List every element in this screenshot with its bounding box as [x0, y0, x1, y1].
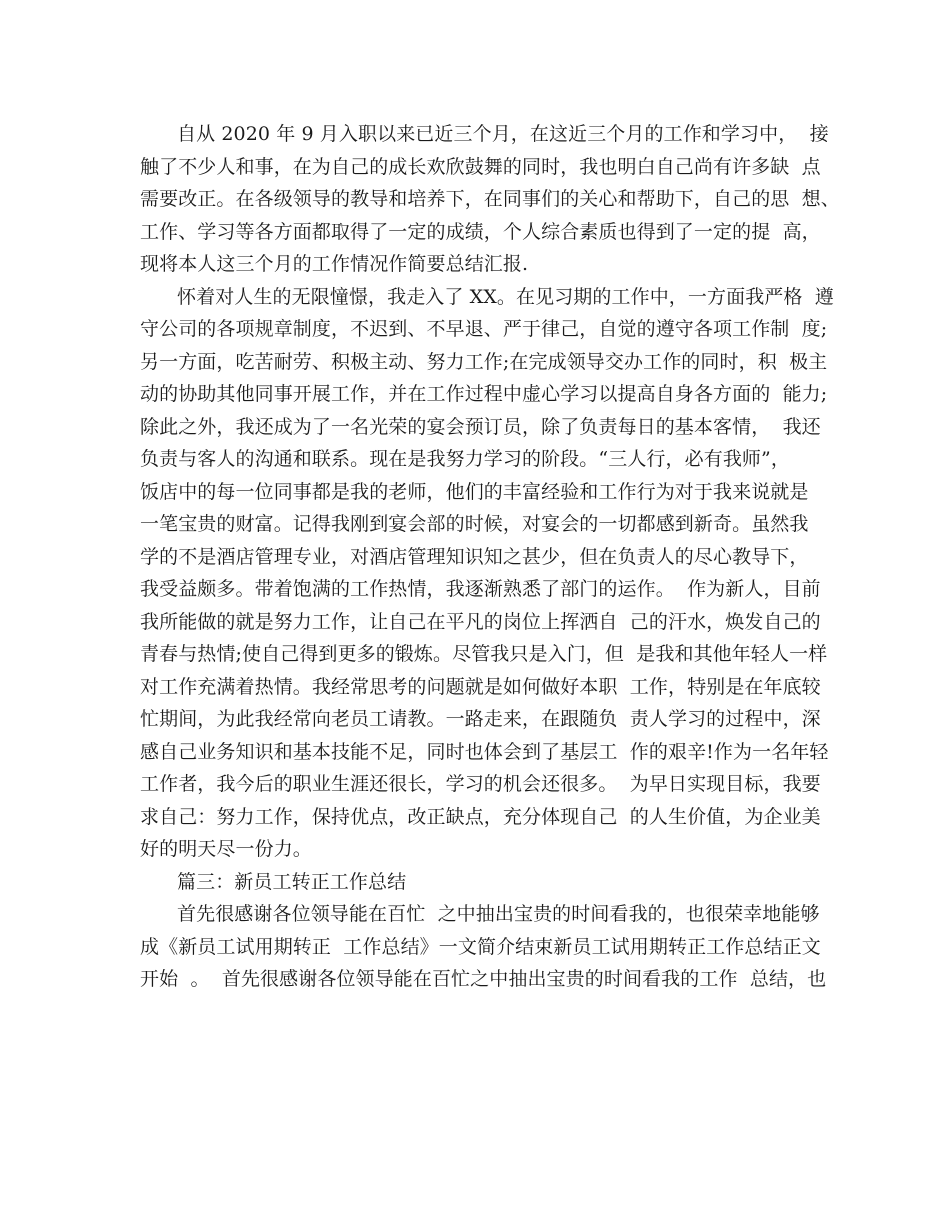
text-line: 工作者，我今后的职业生涯还很长，学习的机会还很多。 为早日实现目标，我要: [140, 773, 821, 795]
text-line: 负责与客人的沟通和联系。现在是我努力学习的阶段。“三人行，必有我师”，: [140, 448, 790, 470]
section-heading: [140, 866, 820, 899]
text-line: 怀着对人生的无限憧憬，我走入了 XX。在见习期的工作中，一方面我严格 遵: [177, 285, 834, 308]
text-line: 感自己业务知识和基本技能不足，同时也体会到了基层工 作的艰辛!作为一名年轻: [140, 740, 829, 763]
text-line: 忙期间，为此我经常向老员工请教。一路走来，在跟随负 责人学习的过程中，深: [140, 708, 821, 730]
text-line: 青春与热情;使自己得到更多的锻炼。尽管我只是入门，但 是我和其他年轻人一样: [140, 643, 828, 665]
text-line: 开始 。 首先很感谢各位领导能在百忙之中抽出宝贵的时间看我的工作 总结，也: [140, 968, 827, 990]
text-line: 工作、学习等各方面都取得了一定的成绩，个人综合素质也得到了一定的提 高，: [140, 220, 821, 243]
text-line: 另一方面，吃苦耐劳、积极主动、努力工作;在完成领导交办工作的同时，积 极主: [140, 350, 828, 373]
text-line: 首先很感谢各位领导能在百忙 之中抽出宝贵的时间看我的，也很荣幸地能够: [177, 903, 820, 925]
paragraph-intro: [140, 118, 840, 281]
text-line: 对工作充满着热情。我经常思考的问题就是如何做好本职 工作，特别是在年底较: [140, 675, 821, 698]
text-line: 除此之外，我还成为了一名光荣的宴会预订员，除了负责每日的基本客情， 我还: [140, 415, 821, 438]
paragraph-work-experience: [140, 281, 834, 866]
text-line: 学的不是酒店管理专业，对酒店管理知识知之甚少，但在负责人的尽心教导下，: [140, 545, 809, 568]
text-line: 我受益颇多。带着饱满的工作热情，我逐渐熟悉了部门的运作。 作为新人，目前: [140, 578, 821, 600]
text-line: 饭店中的每一位同事都是我的老师，他们的丰富经验和工作行为对于我来说就是: [140, 480, 809, 503]
section-title: 篇三：新员工转正工作总结: [177, 870, 407, 893]
document-body: [140, 118, 840, 996]
text-line: 求自己：努力工作，保持优点，改正缺点，充分体现自己 的人生价值，为企业美: [140, 805, 821, 828]
text-line: 守公司的各项规章制度，不迟到、不早退、严于律己，自觉的遵守各项工作制 度;: [140, 318, 828, 340]
text-line: 需要改正。在各级领导的教导和培养下，在同事们的关心和帮助下，自己的思 想、: [140, 188, 840, 210]
text-line: 自从 2020 年 9 月入职以来已近三个月，在这近三个月的工作和学习中， 接: [177, 123, 829, 145]
text-line: 我所能做的就是努力工作，让自己在平凡的岗位上挥洒自 己的汗水，焕发自己的: [140, 610, 821, 633]
text-line: 动的协助其他同事开展工作，并在工作过程中虚心学习以提高自身各方面的 能力;: [140, 383, 828, 405]
text-line: 触了不少人和事，在为自己的成长欢欣鼓舞的同时，我也明白自己尚有许多缺 点: [140, 155, 821, 178]
text-line: 好的明天尽一份力。: [140, 838, 312, 860]
text-line: 一笔宝贵的财富。记得我刚到宴会部的时候，对宴会的一切都感到新奇。虽然我: [140, 513, 809, 535]
text-line: 现将本人这三个月的工作情况作简要总结汇报.: [140, 253, 529, 275]
text-line: 成《新员工试用期转正 工作总结》一文简介结束新员工试用期转正工作总结正文: [140, 935, 821, 958]
paragraph-section-three: [140, 898, 827, 996]
